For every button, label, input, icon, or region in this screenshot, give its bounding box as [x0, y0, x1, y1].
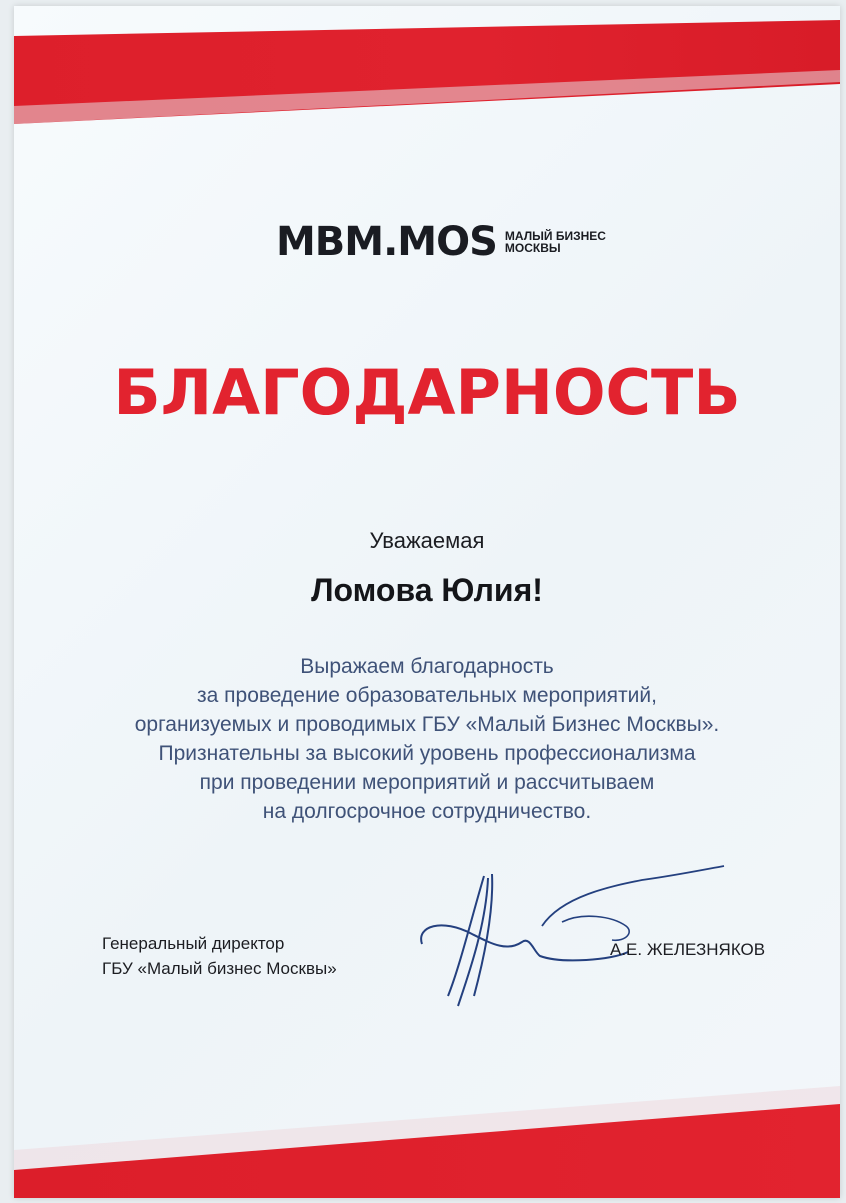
bottom-red-band: [14, 1078, 840, 1198]
body-line: при проведении мероприятий и рассчитываем: [199, 771, 655, 794]
signer-position: [102, 931, 337, 981]
certificate-sheet: [14, 6, 840, 1198]
body-line: организуемых и проводимых ГБУ «Малый Бизнес Москвы».: [134, 713, 720, 736]
body-line: Признательны за высокий уровень профессионализма: [158, 742, 696, 765]
body-line: за проведение образовательных мероприятий,: [197, 684, 657, 707]
body-text: [74, 652, 780, 826]
handwritten-signature: [412, 856, 732, 1016]
certificate-title: БЛАГОДАРНОСТЬ: [113, 356, 741, 429]
logo-subtitle-line-2: МОСКВЫ: [504, 241, 561, 255]
logo-subtitle-line-1: МАЛЫЙ БИЗНЕС: [504, 229, 606, 243]
top-red-band: [14, 20, 840, 126]
body-line: Выражаем благодарность: [300, 655, 554, 678]
signer-position-line-2: ГБУ «Малый бизнес Москвы»: [102, 959, 337, 978]
salutation: Уважаемая: [369, 528, 485, 553]
signer-position-line-1: Генеральный директор: [102, 934, 285, 953]
logo-wordmark: MBM.MOS: [276, 219, 497, 265]
recipient-name: Ломова Юлия!: [311, 572, 543, 608]
company-logo: [276, 218, 615, 266]
logo-subtitle: [505, 230, 615, 254]
body-line: на долгосрочное сотрудничество.: [262, 800, 592, 823]
signer-name: А.Е. ЖЕЛЕЗНЯКОВ: [610, 940, 766, 959]
